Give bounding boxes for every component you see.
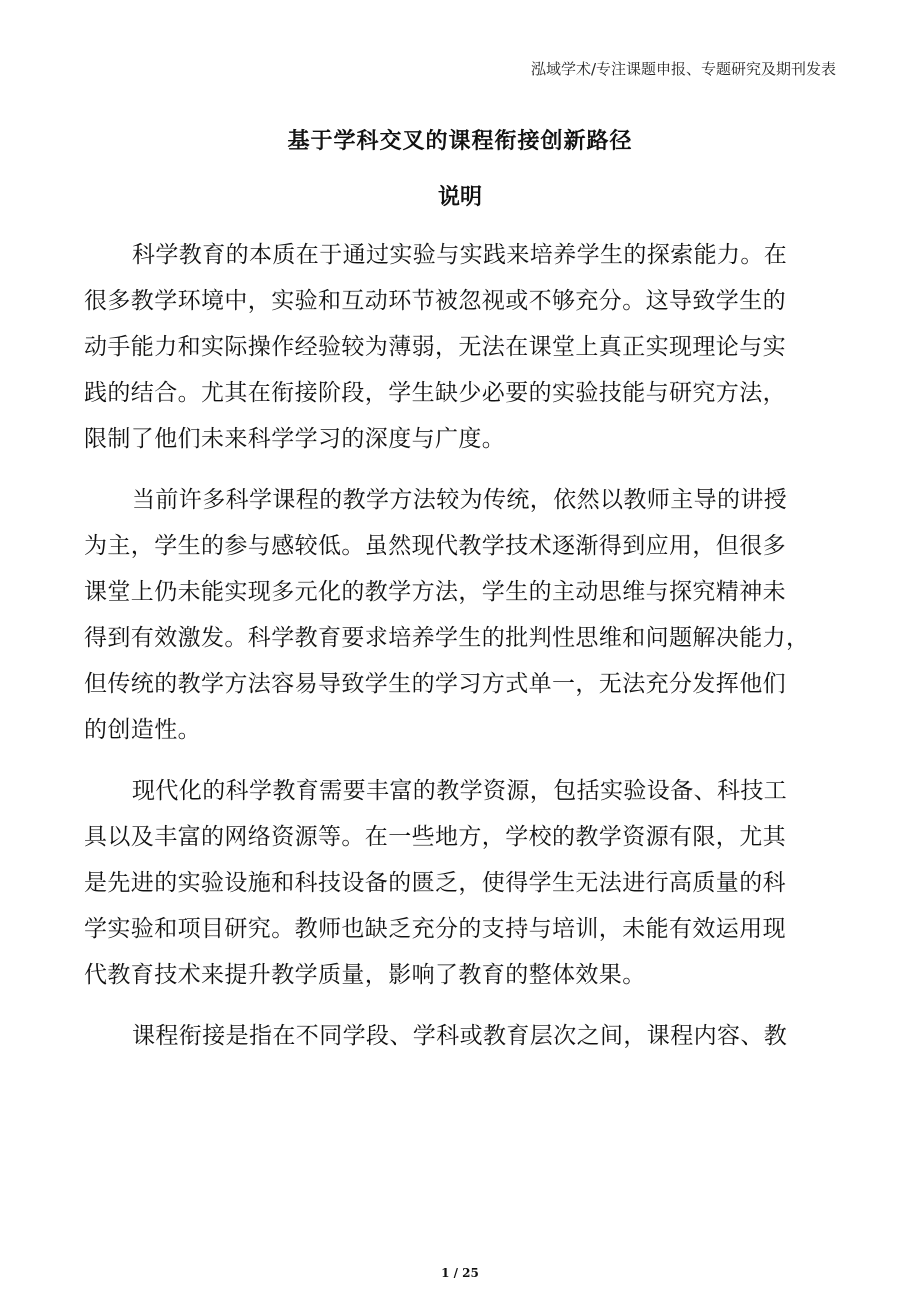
- text-line: 的创造性。: [84, 717, 201, 743]
- page-header: 泓域学术/专注课题申报、专题研究及期刊发表: [530, 60, 836, 78]
- text-line: 代教育技术来提升教学质量，影响了教育的整体效果。: [84, 962, 646, 988]
- paragraph: [84, 477, 844, 753]
- text-line: 限制了他们未来科学学习的深度与广度。: [84, 426, 506, 452]
- text-line: 但传统的教学方法容易导致学生的学习方式单一，无法充分发挥他们: [84, 671, 786, 697]
- text-line: 动手能力和实际操作经验较为薄弱，无法在课堂上真正实现理论与实: [84, 334, 786, 360]
- text-line: 践的结合。尤其在衔接阶段，学生缺少必要的实验技能与研究方法，: [84, 380, 786, 406]
- paragraph: [84, 768, 844, 998]
- text-line: 为主，学生的参与感较低。虽然现代教学技术逐渐得到应用，但很多: [84, 533, 786, 559]
- text-line: 课程衔接是指在不同学段、学科或教育层次之间，课程内容、教: [132, 1023, 788, 1049]
- paragraph: [84, 232, 844, 462]
- text-line: 学实验和项目研究。教师也缺乏充分的支持与培训，未能有效运用现: [84, 916, 786, 942]
- document-body: [84, 232, 844, 1074]
- paragraph: [84, 1013, 844, 1059]
- page-number: 1 / 25: [441, 1266, 479, 1280]
- text-line: 课堂上仍未能实现多元化的教学方法，学生的主动思维与探究精神未: [84, 579, 786, 605]
- text-line: 现代化的科学教育需要丰富的教学资源，包括实验设备、科技工: [132, 778, 788, 804]
- text-line: 是先进的实验设施和科技设备的匮乏，使得学生无法进行高质量的科: [84, 870, 786, 896]
- text-line: 具以及丰富的网络资源等。在一些地方，学校的教学资源有限，尤其: [84, 824, 786, 850]
- section-subtitle: 说明: [437, 185, 482, 210]
- document-title: 基于学科交叉的课程衔接创新路径: [287, 129, 633, 154]
- text-line: 得到有效激发。科学教育要求培养学生的批判性思维和问题解决能力，: [84, 625, 810, 651]
- text-line: 当前许多科学课程的教学方法较为传统，依然以教师主导的讲授: [132, 487, 788, 513]
- text-line: 很多教学环境中，实验和互动环节被忽视或不够充分。这导致学生的: [84, 288, 786, 314]
- text-line: 科学教育的本质在于通过实验与实践来培养学生的探索能力。在: [132, 242, 788, 268]
